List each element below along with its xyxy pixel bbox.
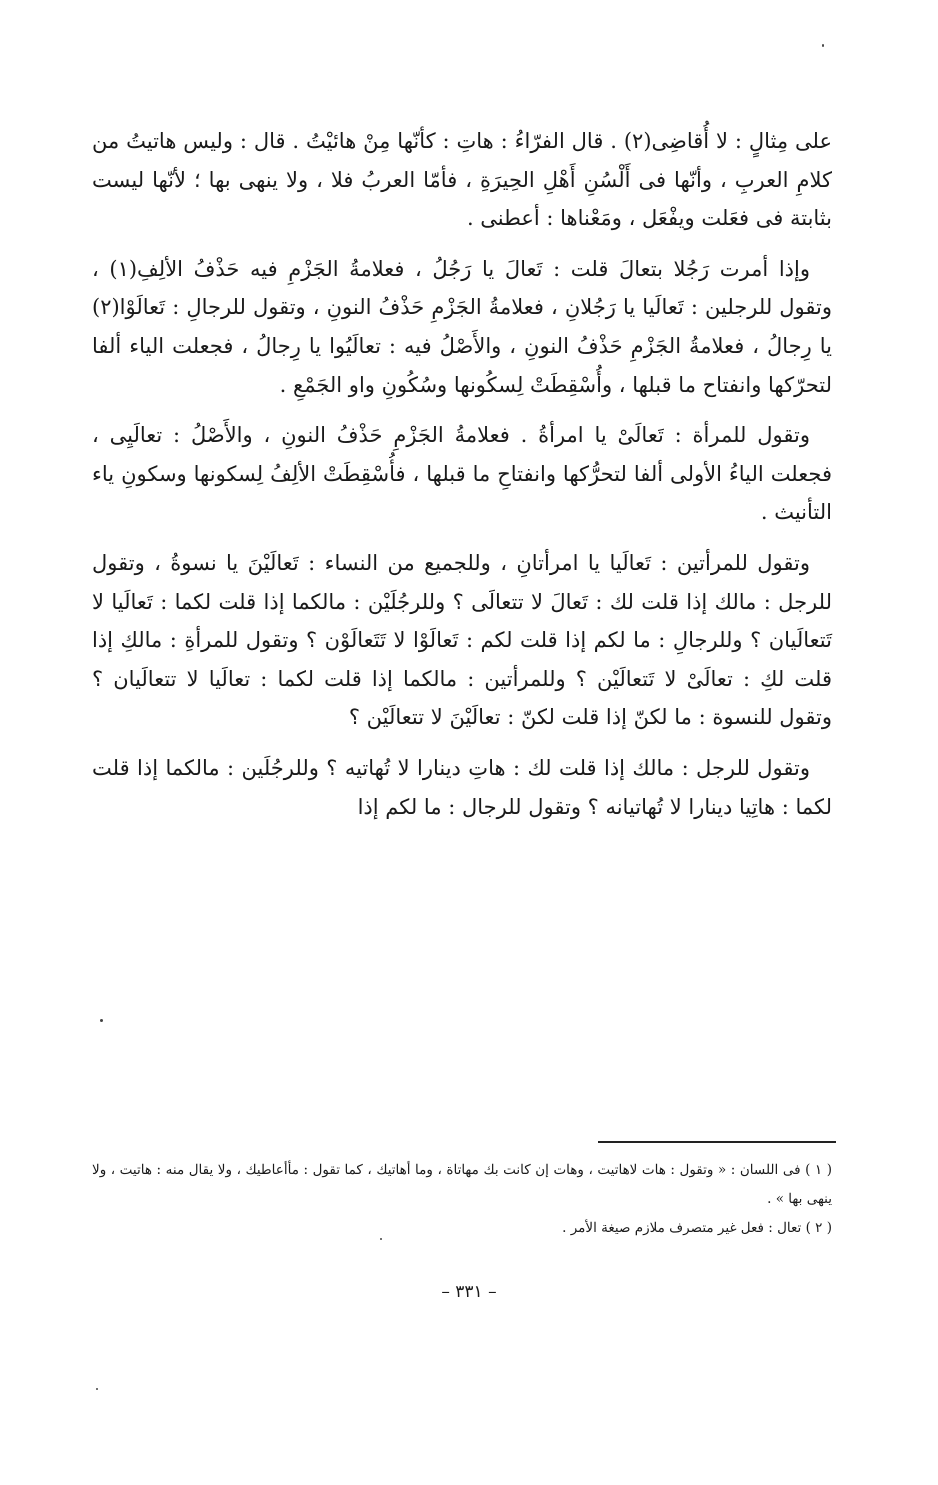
- footnote-separator: [598, 1141, 836, 1143]
- scan-speck: [100, 1019, 103, 1022]
- paragraph-5: وتقول للرجل : مالك إذا قلت لك : هاتِ دينارا لا تُهاتيه ؟ وللرجُلَين : مالكما إذا قلت لكما : هاتِيا دينارا لا تُهاتيانه ؟ وتقول للرجال : ما لكم إذا: [92, 755, 832, 819]
- main-text: [92, 122, 832, 838]
- footnote-1: ( ١ ) فى اللسان : « وتقول : هات لاهاتيت ، وهات إن كانت بك مهاتاة ، وما أهاتيك ، كما تقول : مأأعاطيك ، ولا يقال منه : هاتيت ، ولا ينهى بها » .: [92, 1162, 833, 1207]
- paragraph-1: على مِثالٍ : لا أُقاضِى(٢) . قال الفرّاءُ : هاتِ : كأنّها مِنْ هائيْتُ . قال : وليس هاتيتُ من كلامِ العربِ ، وأنّها فى أَلْسُنِ أَهْلِ الحِيرَةِ ، فأمّا العربُ فلا ، ولا ينهى بها ؛ لأنّها ليست بثابتة فى فعَلت ويفْعَل ، ومَعْناها : أعطنى .: [92, 129, 833, 231]
- paragraph-2: وإذا أمرت رَجُلا بتعالَ قلت : تَعالَ يا رَجُلُ ، فعلامةُ الجَزْمِ فيه حَذْفُ الألِفِ(١) ، وتقول للرجلين : تَعالَيا يا رَجُلانِ ، فعلامةُ الجَزْمِ حَذْفُ النونِ ، وتقول للرجالِ : تَعالَوْا(٢) يا رِجالُ ، فعلامةُ الجَزْمِ حَذْفُ النونِ ، والأَصْلُ فيه : تعالَيُوا يا رِجالُ ، فجعلت الياء ألفا لتحرّكها وانفتاح ما قبلها ، وأُسْقِطَتْ لِسكُونها وسُكُونِ واو الجَمْعِ .: [92, 256, 832, 397]
- paragraph-3: وتقول للمرأة : تَعالَىْ يا امرأةُ . فعلامةُ الجَزْمِ حَذْفُ النونِ ، والأَصْلُ : تعالَيِى ، فجعلت الياءُ الأولى ألفا لتحرُّكها وانفتاحِ ما قبلها ، فأُسْقِطَتْ الألِفُ لِسكونها وسكونِ ياء التأنيث .: [92, 423, 832, 525]
- scan-speck: [822, 44, 824, 47]
- scan-speck: [96, 1388, 98, 1390]
- page-number: – ٣٣١ –: [441, 1282, 497, 1302]
- footnote-2: ( ٢ ) تعال : فعل غير متصرف ملازم صيغة الأمر .: [562, 1220, 832, 1236]
- footnotes: [92, 1156, 832, 1243]
- paragraph-4: وتقول للمرأتين : تَعالَيا يا امرأتانِ ، وللجميع من النساء : تَعالَيْنَ يا نسوةُ ، وتقول للرجل : مالك إذا قلت لك : تَعالَ لا تتعالَى ؟ وللرجُلَيْن : مالكما إذا قلت لكما : تَعالَيا لا تَتعالَيان ؟ وللرجالِ : ما لكم إذا قلت لكم : تَعالَوْا لا تَتَعالَوْن ؟ وتقول للمرأةِ : مالكِ إذا قلت لكِ : تعالَىْ لا تَتعالَيْن ؟ وللمرأتين : مالكما إذا قلت لكما : تعالَيا لا تتعالَيان ؟ وتقول للنسوة : ما لكنّ إذا قلت لكنّ : تعالَيْنَ لا تتعالَيْن ؟: [92, 550, 832, 730]
- scan-speck: [380, 1238, 382, 1240]
